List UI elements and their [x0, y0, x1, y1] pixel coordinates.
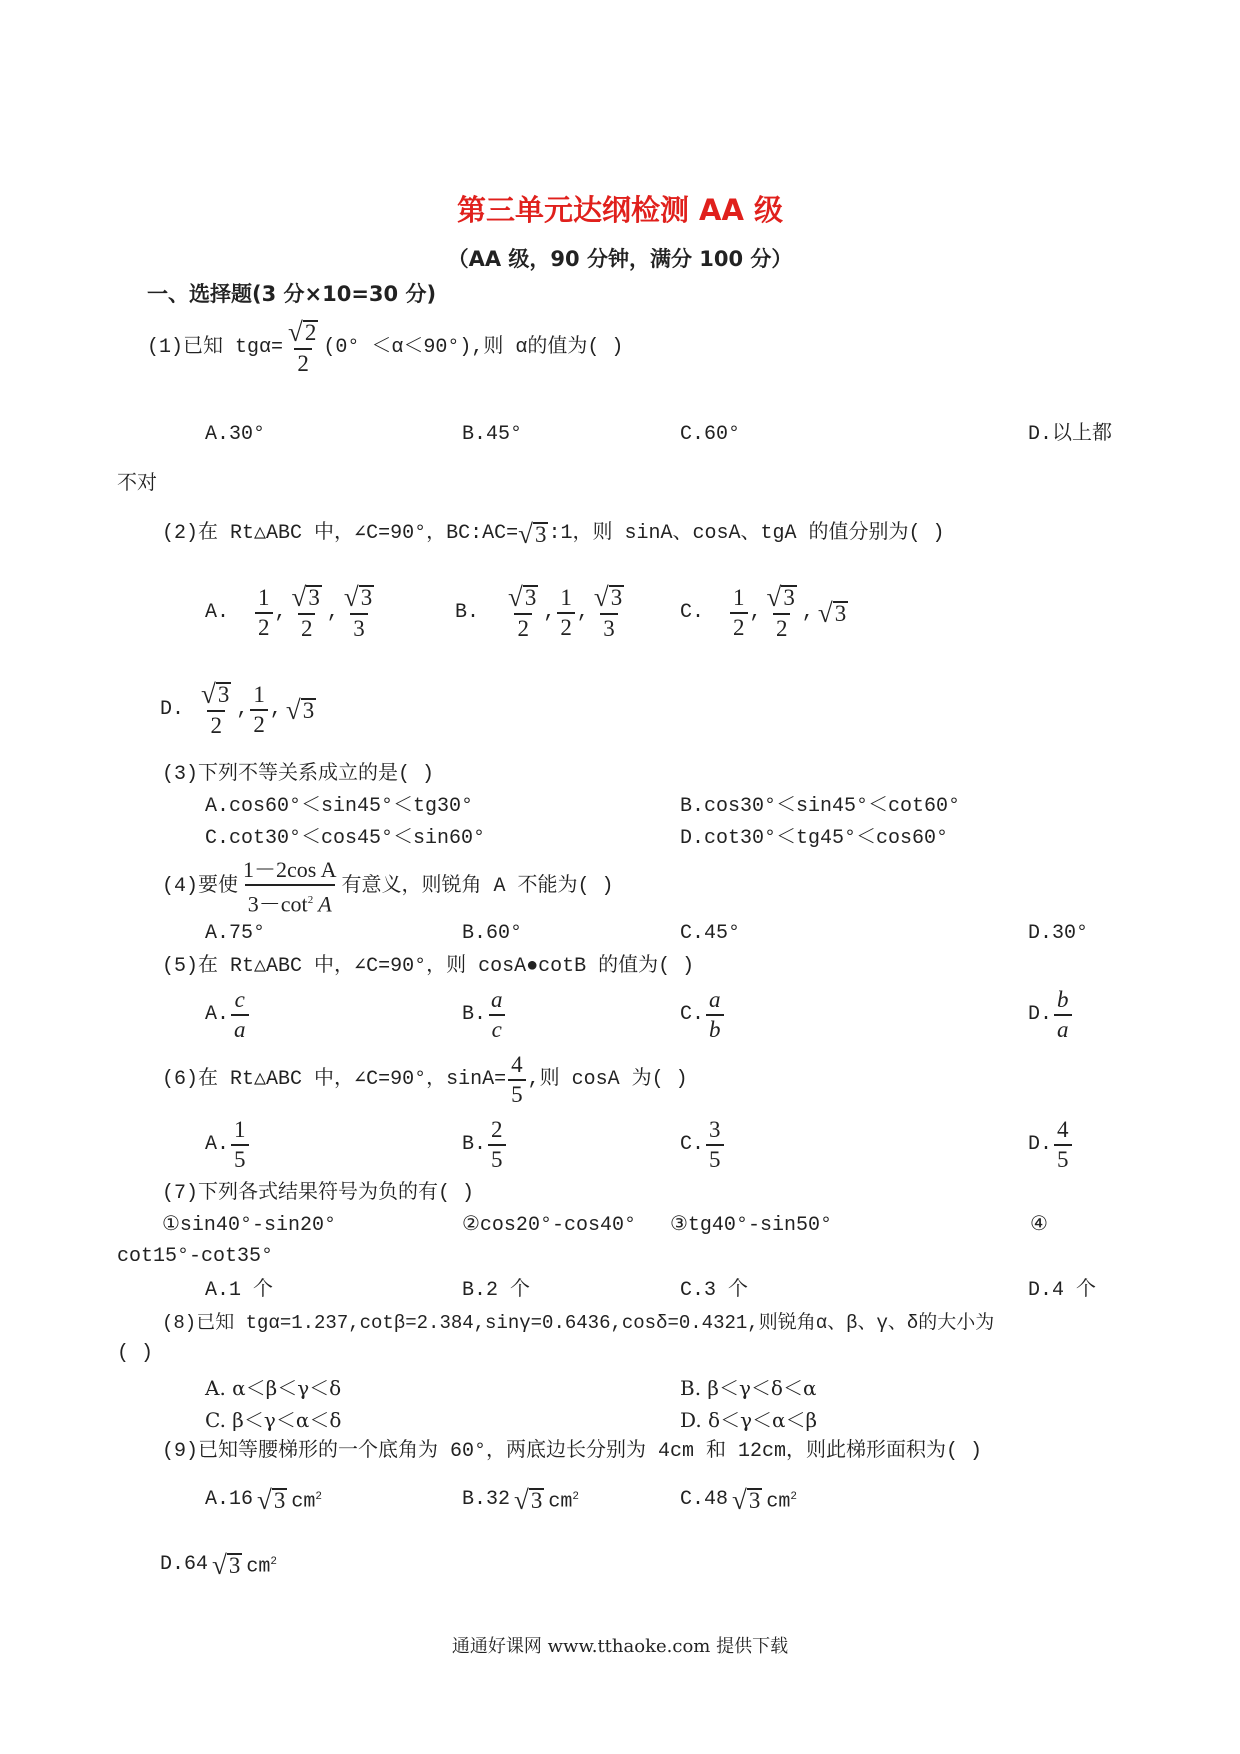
frac-num: 1: [733, 585, 745, 610]
frac-num: 3: [308, 584, 320, 610]
q1-num: 2: [304, 319, 317, 345]
q7-item-1: ①sin40°-sin20°: [162, 1214, 336, 1237]
frac-den: 2: [250, 709, 268, 738]
question-7-stem: (7)下列各式结果符号为负的有( ): [162, 1182, 475, 1205]
frac-num: 1: [253, 682, 265, 707]
section-heading: 一、选择题(3 分×10=30 分): [147, 282, 437, 306]
q7-item-4-wrap: cot15°-cot35°: [117, 1245, 274, 1268]
frac-num: a: [709, 987, 721, 1012]
q6-option-b: [462, 1115, 508, 1175]
q4-den-b: A: [313, 891, 332, 917]
q4-suffix: 有意义，则锐角 A 不能为( ): [341, 875, 614, 898]
question-2-stem: (2)在 Rt△ABC 中，∠C=90°，BC:AC= √ 3 :1，则 sinA、cosA、tgA 的值分别为( ): [162, 519, 945, 549]
q4-prefix: (4)要使: [162, 875, 239, 898]
q1-option-a: A.30°: [205, 423, 266, 446]
root-value: 3: [530, 1488, 543, 1513]
q5-option-c: [680, 985, 726, 1045]
q4-den-a: 3－cot: [247, 891, 308, 917]
q4-num: 1－2cos A: [243, 856, 337, 882]
q4-option-b: B.60°: [462, 922, 523, 945]
frac-num: 1: [234, 1117, 246, 1142]
frac-num: c: [234, 987, 245, 1012]
q8-option-b: B. β＜γ＜δ＜α: [680, 1376, 817, 1400]
frac-den: 5: [706, 1144, 724, 1173]
q9-option-b: B.32 √ 3 $cm^2$: [462, 1485, 579, 1515]
root-value: 3: [748, 1488, 761, 1513]
q6-option-d: [1028, 1115, 1074, 1175]
q6-b-label: B.: [462, 1133, 487, 1156]
q4-option-d: D.30°: [1028, 922, 1089, 945]
frac-num: 3: [524, 584, 537, 610]
q6-c-label: C.: [680, 1133, 705, 1156]
q6-a-label: A.: [205, 1133, 230, 1156]
q5-c-label: C.: [680, 1003, 705, 1026]
q5-d-label: D.: [1028, 1003, 1053, 1026]
q7-option-a: A.1 个: [205, 1279, 274, 1302]
q5-option-b: [462, 985, 508, 1045]
q2-option-b: B. √ 3 2 , $\frac{1}{2}$ , √ 3 3: [455, 581, 623, 641]
frac-den: a: [231, 1014, 249, 1043]
q9-b-label: B.32: [462, 1488, 511, 1511]
frac-num: 3: [610, 584, 623, 610]
root-value: 3: [302, 698, 315, 723]
comma: ,: [326, 601, 339, 624]
q2-option-d: D. √ 3 2 , $\frac{1}{2}$ , √ 3: [160, 678, 315, 738]
frac-num: 1: [258, 585, 270, 610]
q7-item-4: ④: [1030, 1214, 1048, 1237]
q5-a-label: A.: [205, 1003, 230, 1026]
frac-den: 2: [730, 612, 748, 641]
q8-stem-wrap: ( ): [117, 1342, 154, 1365]
question-3-stem: (3)下列不等关系成立的是( ): [162, 763, 435, 786]
q1-option-c: C.60°: [680, 423, 741, 446]
q1-option-b: B.45°: [462, 423, 523, 446]
frac-num: 2: [491, 1117, 503, 1142]
frac-num: 3: [783, 584, 795, 610]
q8-option-c: C. β＜γ＜α＜δ: [205, 1408, 342, 1432]
frac-den: b: [706, 1014, 724, 1043]
comma: ,: [576, 601, 589, 624]
page-footer: 通通好课网 www.tthaoke.com 提供下载: [451, 1636, 789, 1657]
q6-d-label: D.: [1028, 1133, 1053, 1156]
q3-option-c: C.cot30°＜cos45°＜sin60°: [205, 827, 486, 850]
q4-option-a: A.75°: [205, 922, 266, 945]
q9-option-a: A.16 √ 3 $cm^2$: [205, 1485, 322, 1515]
q2-b-label: B.: [455, 601, 480, 624]
q1-prefix: (1)已知 tgα=: [147, 336, 284, 359]
q4-fraction: [240, 857, 340, 917]
comma: ,: [269, 698, 282, 721]
frac-num: 3: [217, 681, 230, 707]
q2-option-c: C. $\frac{1}{2}$ , √ 3 2 , √ 3: [680, 581, 847, 641]
frac-den: 3: [350, 613, 368, 642]
q6-prefix: (6)在 Rt△ABC 中，∠C=90°，sinA=: [162, 1068, 507, 1091]
comma: ,: [274, 601, 287, 624]
frac-den: 5: [488, 1144, 506, 1173]
frac-den: c: [489, 1014, 505, 1043]
q6-option-a: [205, 1115, 251, 1175]
q2-c-label: C.: [680, 601, 705, 624]
frac-num: a: [491, 987, 503, 1012]
root-value: 3: [834, 601, 847, 626]
unit-sup: 2: [790, 1491, 797, 1504]
frac-num: 3: [360, 584, 373, 610]
page-subtitle: （AA 级，90 分钟，满分 100 分）: [447, 247, 793, 271]
unit: cm: [548, 1490, 573, 1514]
frac-num: b: [1057, 987, 1069, 1012]
q2-root: 3: [534, 522, 547, 547]
unit: cm: [766, 1490, 791, 1514]
q6-suffix: ,则 cosA 为( ): [527, 1068, 688, 1091]
question-1-stem: [147, 318, 623, 378]
q2-suffix: :1，则 sinA、cosA、tgA 的值分别为( ): [548, 522, 945, 545]
q4-option-c: C.45°: [680, 922, 741, 945]
q3-option-d: D.cot30°＜tg45°＜cos60°: [680, 827, 949, 850]
frac-num: 1: [560, 585, 572, 610]
q7-option-c: C.3 个: [680, 1279, 749, 1302]
question-6-stem: [162, 1050, 688, 1110]
frac-den: 2: [207, 710, 225, 739]
frac-den: 2: [298, 613, 316, 642]
q9-c-label: C.48: [680, 1488, 729, 1511]
q8-option-d: D. δ＜γ＜α＜β: [680, 1408, 818, 1432]
q3-option-b: B.cos30°＜sin45°＜cot60°: [680, 795, 961, 818]
question-5-stem: (5)在 Rt△ABC 中，∠C=90°，则 cosA●cotB 的值为( ): [162, 955, 695, 978]
q2-prefix: (2)在 Rt△ABC 中，∠C=90°，BC:AC=: [162, 522, 519, 545]
question-9-stem: (9)已知等腰梯形的一个底角为 60°，两底边长分别为 4cm 和 12cm，则此梯形面积为( ): [162, 1440, 983, 1463]
frac-den: 2: [255, 612, 273, 641]
q8-option-a: A. α＜β＜γ＜δ: [205, 1376, 342, 1400]
page-title: 第三单元达纲检测 AA 级: [456, 193, 784, 227]
q2-d-label: D.: [160, 698, 185, 721]
q7-item-3: ③tg40°-sin50°: [670, 1214, 832, 1237]
q2-option-a: A. $\frac{1}{2}$ , √ 3 2 , √ 3 3: [205, 581, 373, 641]
comma: ,: [749, 601, 762, 624]
unit: cm: [246, 1555, 271, 1579]
q9-option-c: C.48 √ 3 $cm^2$: [680, 1485, 797, 1515]
q7-option-d: D.4 个: [1028, 1279, 1097, 1302]
q9-option-d: D.64 √ 3 $cm^2$: [160, 1550, 277, 1580]
frac-num: 4: [511, 1052, 523, 1077]
q5-option-d: [1028, 985, 1074, 1045]
q7-item-2: ②cos20°-cos40°: [462, 1214, 636, 1237]
q6-option-c: [680, 1115, 726, 1175]
frac-den: 3: [600, 613, 618, 642]
frac-num: 3: [709, 1117, 721, 1142]
q3-option-a: A.cos60°＜sin45°＜tg30°: [205, 795, 474, 818]
comma: ,: [543, 601, 556, 624]
root-value: 3: [273, 1488, 286, 1513]
q5-b-label: B.: [462, 1003, 487, 1026]
unit-sup: 2: [315, 1491, 322, 1504]
frac-num: 4: [1057, 1117, 1069, 1142]
frac-den: a: [1054, 1014, 1072, 1043]
question-8-stem: (8)已知 tgα=1.237,cotβ=2.384,sinγ=0.6436,cosδ=0.4321,则锐角α、β、γ、δ的大小为: [162, 1312, 995, 1334]
frac-den: 2: [557, 612, 575, 641]
comma: ,: [801, 601, 814, 624]
q1-fraction: √ 2 2: [288, 316, 317, 376]
root-value: 3: [228, 1553, 241, 1578]
q1-den: 2: [294, 348, 312, 377]
q9-d-label: D.64: [160, 1553, 209, 1576]
unit-sup: 2: [572, 1491, 579, 1504]
q1-suffix: (0° ＜α＜90°),则 α的值为( ): [323, 336, 624, 359]
frac-den: 2: [514, 613, 532, 642]
question-4-stem: [162, 857, 614, 917]
comma: ,: [236, 698, 249, 721]
frac-den: 5: [231, 1144, 249, 1173]
q5-option-a: [205, 985, 251, 1045]
q1-option-d-wrap: 不对: [117, 473, 157, 496]
unit: cm: [291, 1490, 316, 1514]
q2-a-label: A.: [205, 601, 230, 624]
q1-option-d: D.以上都: [1028, 423, 1113, 446]
unit-sup: 2: [270, 1556, 277, 1569]
frac-den: 5: [1054, 1144, 1072, 1173]
frac-den: 2: [773, 613, 791, 642]
q4-den-sup: 2: [307, 893, 314, 906]
q7-option-b: B.2 个: [462, 1279, 531, 1302]
frac-den: 5: [508, 1079, 526, 1108]
q9-a-label: A.16: [205, 1488, 254, 1511]
